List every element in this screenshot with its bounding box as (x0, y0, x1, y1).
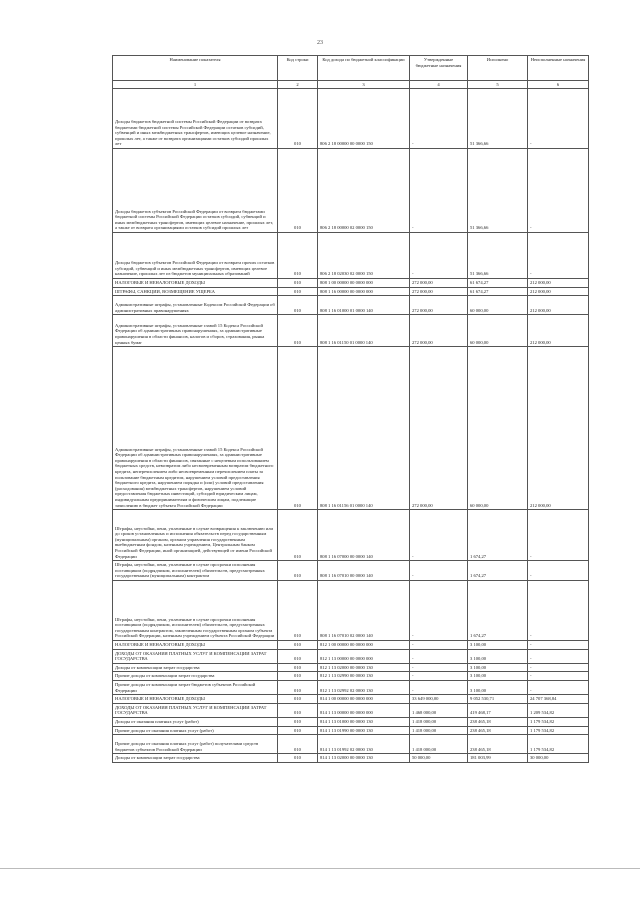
table-row (113, 754, 589, 763)
column-number: 2 (278, 81, 318, 89)
row-line-code-cell: 010 (278, 680, 318, 694)
row-approved-cell: - (410, 233, 468, 279)
row-name-cell: Доходы бюджетов бюджетной системы Российской Федерации от возврата бюджетами бюджетной системы Российской Федерации остатков субсидий, субвенций и иных межбюджетных трансфертов, имеющих целевое назначение, прошлых лет, а также от возврата организациями остатков субсидий прошлых лет (113, 89, 278, 149)
row-unexecuted-cell: 212 000,00 (528, 347, 589, 510)
header-approved: Утвержденные бюджетные назначения (410, 56, 468, 81)
row-unexecuted-cell: 212 000,00 (528, 296, 589, 315)
row-approved-cell: 1 468 000,00 (410, 703, 468, 717)
row-approved-cell: 272 000,00 (410, 279, 468, 288)
page-number: 23 (317, 40, 323, 46)
row-name-cell: Доходы от компенсации затрат государства (113, 754, 278, 763)
row-executed-cell: 238 465,18 (468, 726, 528, 735)
row-budget-code-cell: 808 1 16 01156 01 0000 140 (318, 347, 410, 510)
row-unexecuted-cell: - (528, 233, 589, 279)
row-name-cell: Административные штрафы, установленные Кодексом Российской Федерации об административных правонарушениях (113, 296, 278, 315)
row-executed-cell: 51 366,66 (468, 149, 528, 233)
row-executed-cell: 3 100,00 (468, 663, 528, 672)
table-row (113, 561, 589, 581)
row-name-cell: Штрафы, неустойки, пени, уплаченные в случае просрочки исполнения поставщиком (подрядчиком, исполнителем) обязательств, предусмотренных государственным (муниципальным) контрактом (113, 561, 278, 581)
row-budget-code-cell: 808 1 00 00000 00 0000 000 (318, 279, 410, 288)
row-budget-code-cell: 808 1 16 07010 00 0000 140 (318, 561, 410, 581)
row-executed-cell: 1 674,27 (468, 510, 528, 561)
table-row (113, 315, 589, 347)
row-budget-code-cell: 814 1 13 01000 00 0000 130 (318, 717, 410, 726)
table-row (113, 680, 589, 694)
row-unexecuted-cell: - (528, 510, 589, 561)
row-unexecuted-cell: - (528, 89, 589, 149)
row-executed-cell: 3 100,00 (468, 640, 528, 649)
row-budget-code-cell: 808 1 16 07010 02 0000 140 (318, 580, 410, 640)
row-executed-cell: 51 366,66 (468, 89, 528, 149)
row-executed-cell: 60 000,00 (468, 296, 528, 315)
row-unexecuted-cell: 30 000,00 (528, 754, 589, 763)
table-row (113, 735, 589, 754)
row-approved-cell: - (410, 680, 468, 694)
row-line-code-cell: 010 (278, 717, 318, 726)
table-row (113, 640, 589, 649)
row-budget-code-cell: 812 1 13 02992 02 0000 130 (318, 680, 410, 694)
row-executed-cell: 60 000,00 (468, 347, 528, 510)
row-line-code-cell: 010 (278, 149, 318, 233)
table-row (113, 347, 589, 510)
table-row (113, 703, 589, 717)
table-row (113, 663, 589, 672)
row-approved-cell: 272 000,00 (410, 315, 468, 347)
page-bottom-rule (0, 868, 640, 869)
table-row (113, 672, 589, 681)
row-unexecuted-cell: 212 000,00 (528, 287, 589, 296)
row-line-code-cell: 010 (278, 233, 318, 279)
row-budget-code-cell: 814 1 13 01992 02 0000 130 (318, 735, 410, 754)
row-executed-cell: 60 000,00 (468, 315, 528, 347)
row-executed-cell: 61 674,27 (468, 279, 528, 288)
row-name-cell: Доходы от оказания платных услуг (работ) (113, 717, 278, 726)
row-line-code-cell: 010 (278, 672, 318, 681)
header-line-code: Код строки (278, 56, 318, 81)
row-executed-cell: 1 674,27 (468, 561, 528, 581)
table-row (113, 279, 589, 288)
row-line-code-cell: 010 (278, 580, 318, 640)
column-number: 4 (410, 81, 468, 89)
row-unexecuted-cell: 1 179 534,82 (528, 735, 589, 754)
row-executed-cell: 181 003,99 (468, 754, 528, 763)
row-name-cell: Административные штрафы, установленные главой 15 Кодекса Российской Федерации об административных правонарушениях, за административные правонарушения в области финансов, связанные с нецелевым использованием бюджетных средств, невозвратом либо несвоевременным возвратом бюджетного кредита, неперечислением либо несвоевременным перечислением платы за пользование бюджетным кредитом, нарушением условий предоставления бюджетного кредита, нарушением порядка и (или) условий предоставления (расходования) межбюджетных трансфертов, нарушением условий предоставления бюджетных инвестиций, субсидий юридическим лицам, индивидуальным предпринимателям и физическим лицам, подлежащие зачислению в бюджет субъекта Российской Федерации (113, 347, 278, 510)
row-approved-cell: 1 418 000,00 (410, 726, 468, 735)
row-line-code-cell: 010 (278, 315, 318, 347)
row-executed-cell: 9 052 530,71 (468, 695, 528, 704)
row-budget-code-cell: 814 1 13 01990 00 0000 130 (318, 726, 410, 735)
row-line-code-cell: 010 (278, 754, 318, 763)
column-number: 1 (113, 81, 278, 89)
row-line-code-cell: 010 (278, 279, 318, 288)
column-number: 6 (528, 81, 589, 89)
row-name-cell: НАЛОГОВЫЕ И НЕНАЛОГОВЫЕ ДОХОДЫ (113, 695, 278, 704)
row-name-cell: ШТРАФЫ, САНКЦИИ, ВОЗМЕЩЕНИЕ УЩЕРБА (113, 287, 278, 296)
row-approved-cell: - (410, 663, 468, 672)
row-approved-cell: 1 418 000,00 (410, 717, 468, 726)
row-approved-cell: - (410, 561, 468, 581)
table-row (113, 580, 589, 640)
row-budget-code-cell: 808 1 16 01000 01 0000 140 (318, 296, 410, 315)
table-row (113, 695, 589, 704)
row-budget-code-cell: 814 1 00 00000 00 0000 000 (318, 695, 410, 704)
table-row (113, 726, 589, 735)
row-line-code-cell: 010 (278, 695, 318, 704)
row-budget-code-cell: 814 1 13 00000 00 0000 000 (318, 703, 410, 717)
row-executed-cell: 419 468,17 (468, 703, 528, 717)
row-line-code-cell: 010 (278, 640, 318, 649)
row-budget-code-cell: 808 1 16 07000 00 0000 140 (318, 510, 410, 561)
row-budget-code-cell: 808 1 16 00000 00 0000 000 (318, 287, 410, 296)
row-line-code-cell: 010 (278, 726, 318, 735)
row-budget-code-cell: 806 2 18 00000 00 0000 150 (318, 89, 410, 149)
row-unexecuted-cell: - (528, 580, 589, 640)
row-budget-code-cell: 808 1 16 01150 01 0000 140 (318, 315, 410, 347)
row-unexecuted-cell: 212 000,00 (528, 315, 589, 347)
row-name-cell: Доходы от компенсации затрат государства (113, 663, 278, 672)
table-row (113, 649, 589, 663)
column-number-row (113, 81, 589, 89)
row-name-cell: Административные штрафы, установленные главой 15 Кодекса Российской Федерации об административных правонарушениях, за административные правонарушения в области финансов, налогов и сборов, страхования, рынка ценных бумаг (113, 315, 278, 347)
row-executed-cell: 238 465,18 (468, 717, 528, 726)
row-unexecuted-cell: 1 179 534,82 (528, 717, 589, 726)
column-number: 5 (468, 81, 528, 89)
row-budget-code-cell: 812 1 13 00000 00 0000 000 (318, 649, 410, 663)
row-name-cell: НАЛОГОВЫЕ И НЕНАЛОГОВЫЕ ДОХОДЫ (113, 640, 278, 649)
table-row (113, 296, 589, 315)
row-name-cell: ДОХОДЫ ОТ ОКАЗАНИЯ ПЛАТНЫХ УСЛУГ И КОМПЕНСАЦИИ ЗАТРАТ ГОСУДАРСТВА (113, 649, 278, 663)
row-approved-cell: 33 649 000,00 (410, 695, 468, 704)
row-unexecuted-cell: - (528, 649, 589, 663)
row-unexecuted-cell: - (528, 149, 589, 233)
row-budget-code-cell: 806 2 18 00000 02 0000 150 (318, 149, 410, 233)
header-budget-code: Код дохода по бюджетной классификации (318, 56, 410, 81)
row-name-cell: Доходы бюджетов субъектов Российской Федерации от возврата прочих остатков субсидий, субвенций и иных межбюджетных трансфертов, имеющих целевое назначение, прошлых лет из бюджетов муниципальных образований (113, 233, 278, 279)
row-budget-code-cell: 806 2 18 02030 02 0000 150 (318, 233, 410, 279)
table-row (113, 287, 589, 296)
row-name-cell: Прочие доходы от оказания платных услуг (работ) получателями средств бюджетов субъектов Российской Федерации (113, 735, 278, 754)
row-budget-code-cell: 812 1 13 02990 00 0000 130 (318, 672, 410, 681)
row-name-cell: Прочие доходы от компенсации затрат государства (113, 672, 278, 681)
row-approved-cell: 272 000,00 (410, 287, 468, 296)
table-row (113, 233, 589, 279)
row-name-cell: Штрафы, неустойки, пени, уплаченные в случае возвращения к заключению или до сроков установленных и исполнения обязательств перед государственным (муниципальным) органом, органом управления государственным внебюджетным фондом, казенным учреждением, Центральным банком Российской Федерации, иной организацией, действующей от имени Российской Федерации (113, 510, 278, 561)
row-budget-code-cell: 814 1 13 02000 00 0000 130 (318, 754, 410, 763)
row-line-code-cell: 010 (278, 663, 318, 672)
row-approved-cell: - (410, 510, 468, 561)
row-unexecuted-cell: - (528, 672, 589, 681)
row-executed-cell: 61 674,27 (468, 287, 528, 296)
row-name-cell: Прочие доходы от компенсации затрат бюджетов субъектов Российской Федерации (113, 680, 278, 694)
row-unexecuted-cell: - (528, 561, 589, 581)
row-unexecuted-cell: 212 000,00 (528, 279, 589, 288)
row-name-cell: Прочие доходы от оказания платных услуг (работ) (113, 726, 278, 735)
row-line-code-cell: 010 (278, 89, 318, 149)
row-budget-code-cell: 812 1 00 00000 00 0000 000 (318, 640, 410, 649)
row-unexecuted-cell: - (528, 640, 589, 649)
row-unexecuted-cell: - (528, 663, 589, 672)
table-row (113, 89, 589, 149)
header-unexecuted: Неисполненные назначения (528, 56, 589, 81)
row-line-code-cell: 010 (278, 347, 318, 510)
row-line-code-cell: 010 (278, 735, 318, 754)
row-name-cell: Доходы бюджетов субъектов Российской Федерации от возврата бюджетами бюджетной системы Российской Федерации остатков субсидий, субвенций и иных межбюджетных трансфертов, имеющих целевое назначение, прошлых лет, а также от возврата организациями остатков субсидий прошлых лет (113, 149, 278, 233)
row-line-code-cell: 010 (278, 287, 318, 296)
row-line-code-cell: 010 (278, 510, 318, 561)
row-executed-cell: 3 100,00 (468, 680, 528, 694)
table-header-row (113, 56, 589, 81)
row-approved-cell: - (410, 89, 468, 149)
row-approved-cell: - (410, 640, 468, 649)
row-line-code-cell: 010 (278, 296, 318, 315)
row-approved-cell: - (410, 149, 468, 233)
row-executed-cell: 3 100,00 (468, 672, 528, 681)
row-approved-cell: - (410, 580, 468, 640)
row-name-cell: НАЛОГОВЫЕ И НЕНАЛОГОВЫЕ ДОХОДЫ (113, 279, 278, 288)
row-approved-cell: 272 000,00 (410, 296, 468, 315)
row-executed-cell: 3 100,00 (468, 649, 528, 663)
row-budget-code-cell: 812 1 13 02000 00 0000 130 (318, 663, 410, 672)
row-unexecuted-cell: 24 707 368,84 (528, 695, 589, 704)
row-line-code-cell: 010 (278, 703, 318, 717)
row-approved-cell: 1 418 000,00 (410, 735, 468, 754)
row-unexecuted-cell: 1 209 534,82 (528, 703, 589, 717)
table-row (113, 717, 589, 726)
row-approved-cell: 272 000,00 (410, 347, 468, 510)
row-executed-cell: 51 366,66 (468, 233, 528, 279)
row-unexecuted-cell: 1 179 534,82 (528, 726, 589, 735)
row-executed-cell: 1 674,27 (468, 580, 528, 640)
table-row (113, 149, 589, 233)
revenue-report-table (112, 55, 589, 763)
header-executed: Исполнено (468, 56, 528, 81)
header-indicator-name: Наименование показателя (113, 56, 278, 81)
row-name-cell: ДОХОДЫ ОТ ОКАЗАНИЯ ПЛАТНЫХ УСЛУГ И КОМПЕНСАЦИИ ЗАТРАТ ГОСУДАРСТВА (113, 703, 278, 717)
row-unexecuted-cell: - (528, 680, 589, 694)
row-approved-cell: - (410, 649, 468, 663)
row-approved-cell: - (410, 672, 468, 681)
row-line-code-cell: 010 (278, 649, 318, 663)
row-line-code-cell: 010 (278, 561, 318, 581)
row-approved-cell: 50 000,00 (410, 754, 468, 763)
row-name-cell: Штрафы, неустойки, пени, уплаченные в случае просрочки исполнения поставщиком (подрядчиком, исполнителем) обязательств, предусмотренных государственным контрактом, заключенным государственным органом субъекта Российской Федерации, казенным учреждением субъекта Российской Федерации (113, 580, 278, 640)
column-number: 3 (318, 81, 410, 89)
row-executed-cell: 238 465,18 (468, 735, 528, 754)
table-row (113, 510, 589, 561)
